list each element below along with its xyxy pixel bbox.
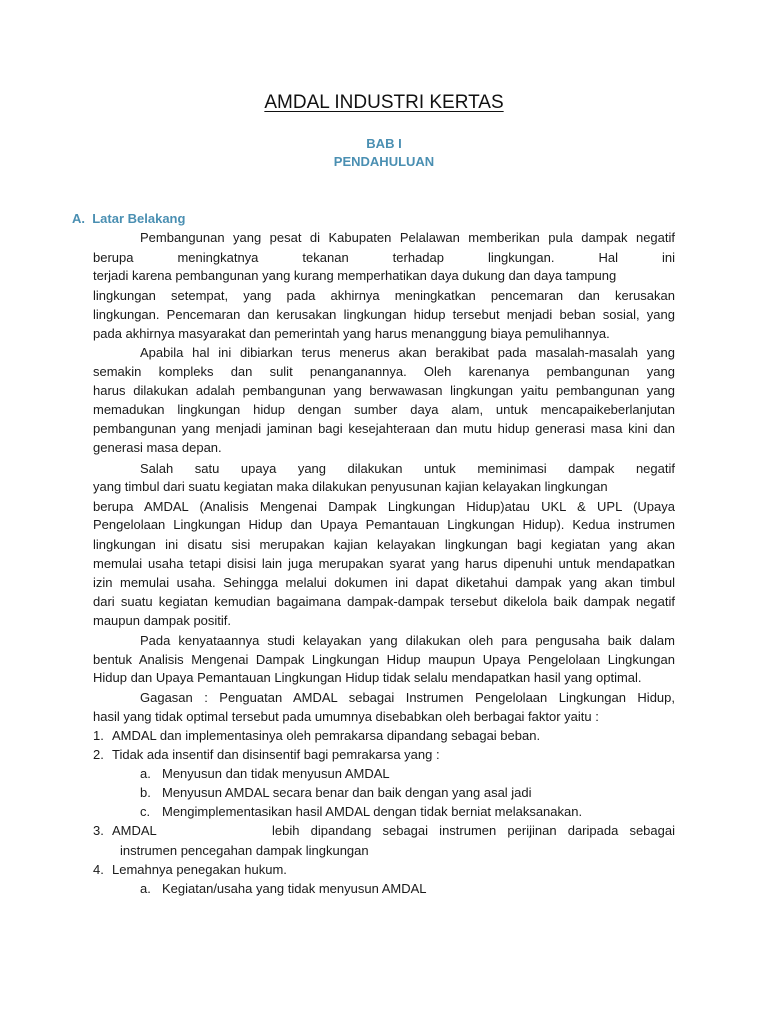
list-item-text: Tidak ada insentif dan disinsentif bagi pemrakarsa yang :: [112, 747, 440, 762]
body-line: Apabila hal ini dibiarkan terus menerus akan berakibat pada masalah-masalah yang: [140, 345, 675, 360]
body-line: harus dilakukan adalah pembangunan yang berwawasan lingkungan yaitu pembangunan yang: [93, 383, 675, 398]
list-marker: a.: [140, 766, 151, 781]
list-marker: 2.: [93, 747, 104, 762]
chapter-title: PENDAHULUAN: [333, 154, 435, 169]
list-item-text: Mengimplementasikan hasil AMDAL dengan tidak berniat melaksanakan.: [162, 804, 583, 819]
list-item-text: Menyusun dan tidak menyusun AMDAL: [162, 766, 390, 781]
list-marker: 1.: [93, 728, 104, 743]
body-line: izin memulai usaha. Sehingga melalui dokumen ini dapat diketahui dampak yang akan timbul: [93, 575, 675, 590]
body-line: Pembangunan yang pesat di Kabupaten Pelalawan memberikan pula dampak negatif: [140, 230, 675, 245]
body-line: Gagasan : Penguatan AMDAL sebagai Instrumen Pengelolaan Lingkungan Hidup,: [140, 690, 675, 705]
document-title: AMDAL INDUSTRI KERTAS: [264, 92, 504, 113]
body-line: dari suatu kegiatan kemudian bagaimana dampak-dampak tersebut dikelola baik dampak negatif: [93, 594, 675, 609]
body-line: semakin kompleks dan sulit penanganannya. Oleh karenanya pembangunan yang: [93, 364, 675, 379]
body-line: memulai usaha tetapi disisi lain juga merupakan syarat yang harus dipenuhi untuk mendapatkan: [93, 556, 675, 571]
list-item-text: AMDAL: [112, 823, 157, 838]
body-line: memadukan lingkungan hidup dengan sumber daya alam, untuk mencapaikeberlanjutan: [93, 402, 675, 417]
list-marker: b.: [140, 785, 151, 800]
body-line: Hidup dan Upaya Pemantauan Lingkungan Hidup tidak selalu mendapatkan hasil yang optimal.: [93, 670, 642, 685]
list-item-text: Kegiatan/usaha yang tidak menyusun AMDAL: [162, 881, 427, 896]
list-marker: c.: [140, 804, 151, 819]
body-line: berupa AMDAL (Analisis Mengenai Dampak Lingkungan Hidup)atau UKL & UPL (Upaya: [93, 499, 675, 514]
list-item-text: Lemahnya penegakan hukum.: [112, 862, 287, 877]
body-line: hasil yang tidak optimal tersebut pada umumnya disebabkan oleh berbagai faktor yaitu :: [93, 709, 599, 724]
body-line: bentuk Analisis Mengenai Dampak Lingkungan Hidup maupun Upaya Pengelolaan Lingkungan: [93, 652, 675, 667]
body-line: berupa meningkatnya tekanan terhadap lingkungan. Hal ini: [93, 250, 675, 265]
list-item-text-wrap: instrumen pencegahan dampak lingkungan: [120, 843, 369, 858]
section-heading: A. Latar Belakang: [72, 211, 186, 226]
body-line: pada akhirnya masyarakat dan pemerintah yang harus menanggung biaya pemulihannya.: [93, 326, 610, 341]
body-line: Salah satu upaya yang dilakukan untuk meminimasi dampak negatif: [140, 461, 675, 476]
body-line: lingkungan. Pencemaran dan kerusakan lingkungan hidup tersebut menjadi beban sosial, yang: [93, 307, 675, 322]
list-item-text: AMDAL dan implementasinya oleh pemrakarsa dipandang sebagai beban.: [112, 728, 541, 743]
body-line: maupun dampak positif.: [93, 613, 232, 628]
list-marker: 4.: [93, 862, 104, 877]
body-line: terjadi karena pembangunan yang kurang memperhatikan daya dukung dan daya tampung: [93, 268, 617, 283]
body-line: Pengelolaan Lingkungan Hidup dan Upaya Pemantauan Lingkungan Hidup). Kedua instrumen: [93, 517, 675, 532]
list-marker: 3.: [93, 823, 104, 838]
list-item-text: Menyusun AMDAL secara benar dan baik dengan yang asal jadi: [162, 785, 532, 800]
body-line: generasi masa depan.: [93, 440, 222, 455]
chapter-number: BAB I: [366, 136, 402, 151]
body-line: Pada kenyataannya studi kelayakan yang dilakukan oleh para pengusaha baik dalam: [140, 633, 675, 648]
body-line: lingkungan setempat, yang pada akhirnya meningkatkan pencemaran dan kerusakan: [93, 288, 675, 303]
list-marker: a.: [140, 881, 151, 896]
body-line: yang timbul dari suatu kegiatan maka dilakukan penyusunan kajian kelayakan lingkungan: [93, 479, 608, 494]
list-item-text-continued: lebih dipandang sebagai instrumen perijinan daripada sebagai: [272, 823, 675, 838]
body-line: lingkungan ini disatu sisi merupakan kajian kelayakan lingkungan bagi kegiatan yang akan: [93, 537, 675, 552]
body-line: pembangunan yang menjadi jaminan bagi kesejahteraan dan mutu hidup generasi masa kini dan: [93, 421, 675, 436]
